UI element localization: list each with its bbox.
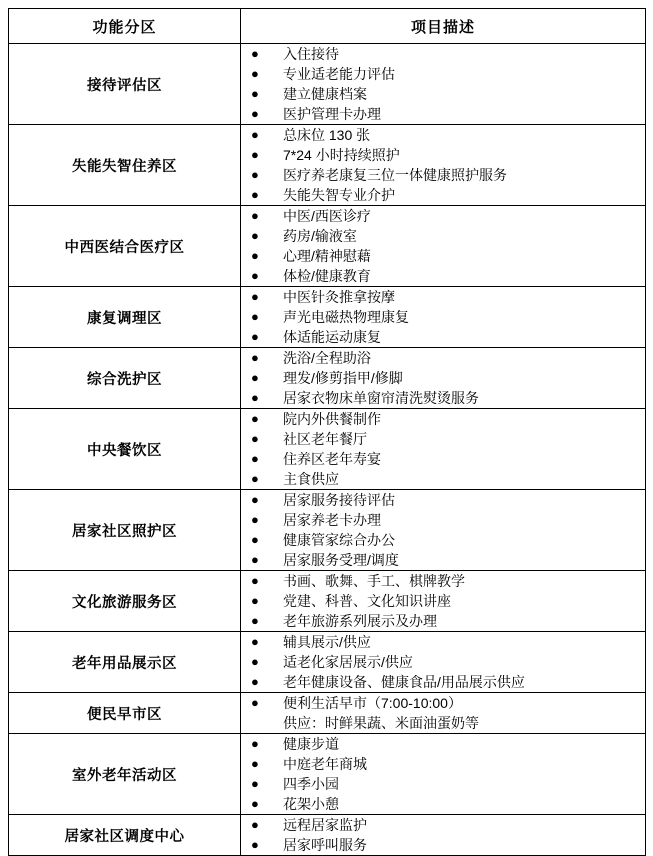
list-item-label: 居家呼叫服务 [283,837,367,853]
list-item [241,226,645,246]
table-row [9,734,646,815]
zone-name-cell: 文化旅游服务区 [9,571,241,632]
bullet-icon: ● [251,837,259,852]
list-item [241,611,645,631]
bullet-icon: ● [251,46,259,61]
list-item [241,652,645,672]
description-cell [241,348,646,409]
list-item [241,145,645,165]
bullet-icon: ● [251,248,259,263]
bullet-icon: ● [251,736,259,751]
bullet-icon: ● [251,390,259,405]
list-item [241,388,645,408]
list-item [241,672,645,692]
list-item-label: 四季小园 [283,776,339,792]
list-item-label: 花架小憩 [283,796,339,812]
zone-name-cell: 居家社区照护区 [9,490,241,571]
list-item [241,449,645,469]
column-header-zone: 功能分区 [9,9,241,44]
bullet-icon: ● [251,776,259,791]
list-item [241,713,645,733]
description-list [241,125,645,205]
list-item-label: 党建、科普、文化知识讲座 [283,593,451,609]
list-item [241,794,645,814]
list-item-label: 7*24 小时持续照护 [283,147,400,163]
list-item [241,510,645,530]
bullet-icon: ● [251,370,259,385]
list-item [241,571,645,591]
bullet-icon: ● [251,411,259,426]
table-row [9,125,646,206]
list-item-label: 院内外供餐制作 [283,411,381,427]
list-item [241,266,645,286]
zone-name-cell: 接待评估区 [9,44,241,125]
list-item [241,165,645,185]
list-item-label: 失能失智专业介护 [283,187,395,203]
list-item-label: 体适能运动康复 [283,329,381,345]
bullet-icon: ● [251,309,259,324]
bullet-icon: ● [251,613,259,628]
bullet-icon: ● [251,756,259,771]
list-item [241,429,645,449]
list-item-label: 专业适老能力评估 [283,66,395,82]
list-item-label: 居家衣物床单窗帘清洗熨烫服务 [283,390,479,406]
list-item-label: 住养区老年寿宴 [283,451,381,467]
table-row [9,815,646,856]
list-item [241,185,645,205]
description-list [241,287,645,347]
list-item [241,693,645,713]
bullet-icon: ● [251,451,259,466]
bullet-icon: ● [251,593,259,608]
description-cell [241,287,646,348]
table-row [9,571,646,632]
list-item-label: 健康管家综合办公 [283,532,395,548]
description-cell [241,409,646,490]
table-row [9,490,646,571]
description-cell [241,693,646,734]
bullet-icon: ● [251,471,259,486]
description-list [241,409,645,489]
list-item-label: 远程居家监护 [283,817,367,833]
list-item-label: 体检/健康教育 [283,268,371,284]
description-list [241,206,645,286]
list-item-label: 声光电磁热物理康复 [283,309,409,325]
list-item [241,125,645,145]
bullet-icon: ● [251,796,259,811]
description-cell [241,734,646,815]
bullet-icon: ● [251,208,259,223]
list-item-label: 中医针灸推拿按摩 [283,289,395,305]
description-list [241,734,645,814]
table-row [9,409,646,490]
zone-name-cell: 失能失智住养区 [9,125,241,206]
bullet-icon: ● [251,66,259,81]
zone-name-cell: 便民早市区 [9,693,241,734]
bullet-icon: ● [251,492,259,507]
bullet-icon: ● [251,167,259,182]
description-list [241,571,645,631]
zone-name-cell: 综合洗护区 [9,348,241,409]
bullet-icon: ● [251,654,259,669]
list-item [241,754,645,774]
description-cell [241,815,646,856]
list-item [241,348,645,368]
list-item-label: 药房/输液室 [283,228,357,244]
zone-name-cell: 老年用品展示区 [9,632,241,693]
list-item [241,591,645,611]
list-item [241,368,645,388]
table-row [9,693,646,734]
list-item [241,734,645,754]
list-item [241,287,645,307]
bullet-icon: ● [251,532,259,547]
list-item [241,835,645,855]
bullet-icon: ● [251,350,259,365]
list-item-label: 便利生活早市（7:00-10:00） [283,695,462,711]
bullet-icon: ● [251,329,259,344]
list-item-label: 居家服务接待评估 [283,492,395,508]
zone-name-cell: 室外老年活动区 [9,734,241,815]
list-item [241,307,645,327]
table-body [9,44,646,856]
list-item-label: 供应：时鲜果蔬、米面油蛋奶等 [283,715,479,731]
table-header-row [9,9,646,44]
list-item-label: 居家养老卡办理 [283,512,381,528]
list-item [241,550,645,570]
bullet-icon: ● [251,289,259,304]
list-item [241,409,645,429]
list-item-label: 老年健康设备、健康食品/用品展示供应 [283,674,525,690]
list-item-label: 建立健康档案 [283,86,367,102]
table-row [9,632,646,693]
bullet-icon: ● [251,817,259,832]
list-item-label: 心理/精神慰藉 [283,248,371,264]
description-list [241,815,645,855]
description-cell [241,632,646,693]
list-item-label: 中医/西医诊疗 [283,208,371,224]
list-item-label: 健康步道 [283,736,339,752]
list-item [241,327,645,347]
list-item-label: 适老化家居展示/供应 [283,654,413,670]
list-item [241,44,645,64]
list-item [241,774,645,794]
bullet-icon: ● [251,695,259,710]
column-header-description: 项目描述 [241,9,646,44]
table-row [9,206,646,287]
list-item-label: 洗浴/全程助浴 [283,350,371,366]
zone-name-cell: 居家社区调度中心 [9,815,241,856]
description-cell [241,125,646,206]
list-item [241,815,645,835]
zone-name-cell: 中央餐饮区 [9,409,241,490]
bullet-icon: ● [251,127,259,142]
list-item-label: 社区老年餐厅 [283,431,367,447]
bullet-icon: ● [251,674,259,689]
zone-name-cell: 中西医结合医疗区 [9,206,241,287]
description-list [241,693,645,733]
list-item [241,632,645,652]
bullet-icon: ● [251,86,259,101]
description-list [241,490,645,570]
list-item-label: 书画、歌舞、手工、棋牌教学 [283,573,465,589]
bullet-icon: ● [251,147,259,162]
bullet-icon: ● [251,552,259,567]
table-row [9,287,646,348]
table-row [9,348,646,409]
list-item [241,469,645,489]
description-list [241,44,645,124]
bullet-icon: ● [251,573,259,588]
bullet-icon: ● [251,512,259,527]
list-item-label: 老年旅游系列展示及办理 [283,613,437,629]
list-item-label: 医护管理卡办理 [283,106,381,122]
list-item-label: 总床位 130 张 [283,127,371,143]
list-item [241,64,645,84]
list-item-label: 辅具展示/供应 [283,634,371,650]
description-cell [241,571,646,632]
table-header [9,9,646,44]
list-item [241,84,645,104]
list-item [241,530,645,550]
list-item-label: 主食供应 [283,471,339,487]
list-item [241,206,645,226]
list-item-label: 理发/修剪指甲/修脚 [283,370,403,386]
list-item-label: 医疗养老康复三位一体健康照护服务 [283,167,507,183]
bullet-icon: ● [251,187,259,202]
zone-name-cell: 康复调理区 [9,287,241,348]
bullet-icon: ● [251,106,259,121]
list-item [241,104,645,124]
list-item-label: 入住接待 [283,46,339,62]
list-item-label: 中庭老年商城 [283,756,367,772]
description-list [241,348,645,408]
description-cell [241,44,646,125]
function-zone-table [8,8,646,856]
list-item [241,246,645,266]
bullet-icon: ● [251,634,259,649]
table-row [9,44,646,125]
bullet-icon: ● [251,228,259,243]
bullet-icon: ● [251,268,259,283]
description-cell [241,206,646,287]
description-cell [241,490,646,571]
bullet-icon: ● [251,431,259,446]
description-list [241,632,645,692]
list-item-label: 居家服务受理/调度 [283,552,399,568]
list-item [241,490,645,510]
